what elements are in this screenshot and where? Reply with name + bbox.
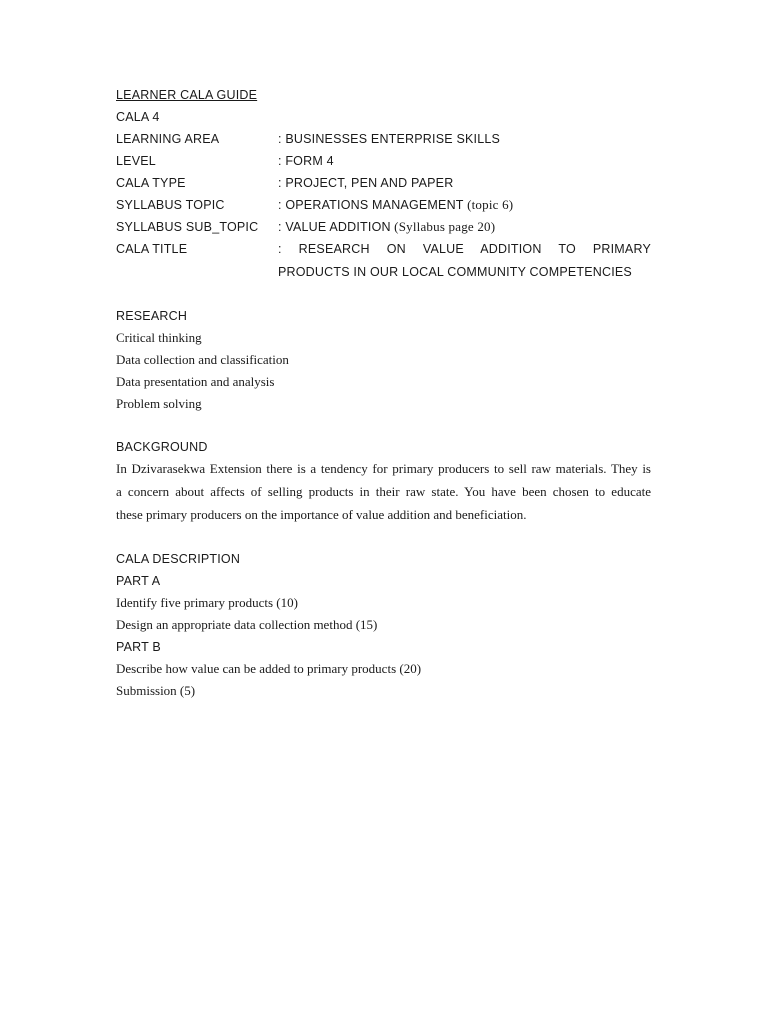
cala-title-line-2: PRODUCTS IN OUR LOCAL COMMUNITY COMPETENCIES [278,265,632,279]
background-heading: BACKGROUND [116,440,208,454]
part-b-item: Submission (5) [116,683,196,698]
field-value: : FORM 4 [278,154,334,168]
cala-number: CALA 4 [116,110,160,124]
background-line: these primary producers on the importance of value addition and beneficiation. [116,507,527,522]
part-a-item: Design an appropriate data collection method (15) [116,617,378,632]
field-label: LEARNING AREA [116,132,220,146]
research-item: Critical thinking [116,330,202,345]
field-label: LEVEL [116,154,156,168]
document-body [116,86,651,704]
guide-title: LEARNER CALA GUIDE [116,88,258,102]
background-line: a concern about affects of selling products in their raw state. You have been chosen to educate [116,484,651,499]
cala-title-line-1: : RESEARCH ON VALUE ADDITION TO PRIMARY [278,242,651,256]
field-cala-title [116,240,651,286]
part-a-label: PART A [116,574,161,588]
field-value: : PROJECT, PEN AND PAPER [278,176,454,190]
field-label: CALA TYPE [116,176,186,190]
part-b-label: PART B [116,640,161,654]
research-item: Data collection and classification [116,352,289,367]
background-line: In Dzivarasekwa Extension there is a tendency for primary producers to sell raw materials. They is [116,461,651,476]
research-item: Data presentation and analysis [116,374,275,389]
description-heading: CALA DESCRIPTION [116,552,241,566]
field-level [116,152,651,174]
field-value: : BUSINESSES ENTERPRISE SKILLS [278,132,501,146]
research-item: Problem solving [116,396,202,411]
field-value: : OPERATIONS MANAGEMENT (topic 6) [278,197,514,212]
part-b-item: Describe how value can be added to primary products (20) [116,661,422,676]
field-syllabus-sub-topic [116,218,651,240]
research-heading: RESEARCH [116,309,188,323]
field-value [278,240,651,286]
background-paragraph [116,460,651,529]
field-learning-area [116,130,651,152]
part-a-item: Identify five primary products (10) [116,595,298,610]
field-syllabus-topic [116,196,651,218]
field-cala-type [116,174,651,196]
field-value: : VALUE ADDITION (Syllabus page 20) [278,219,496,234]
field-label: SYLLABUS SUB_TOPIC [116,220,259,234]
field-label: CALA TITLE [116,242,188,256]
field-label: SYLLABUS TOPIC [116,198,225,212]
